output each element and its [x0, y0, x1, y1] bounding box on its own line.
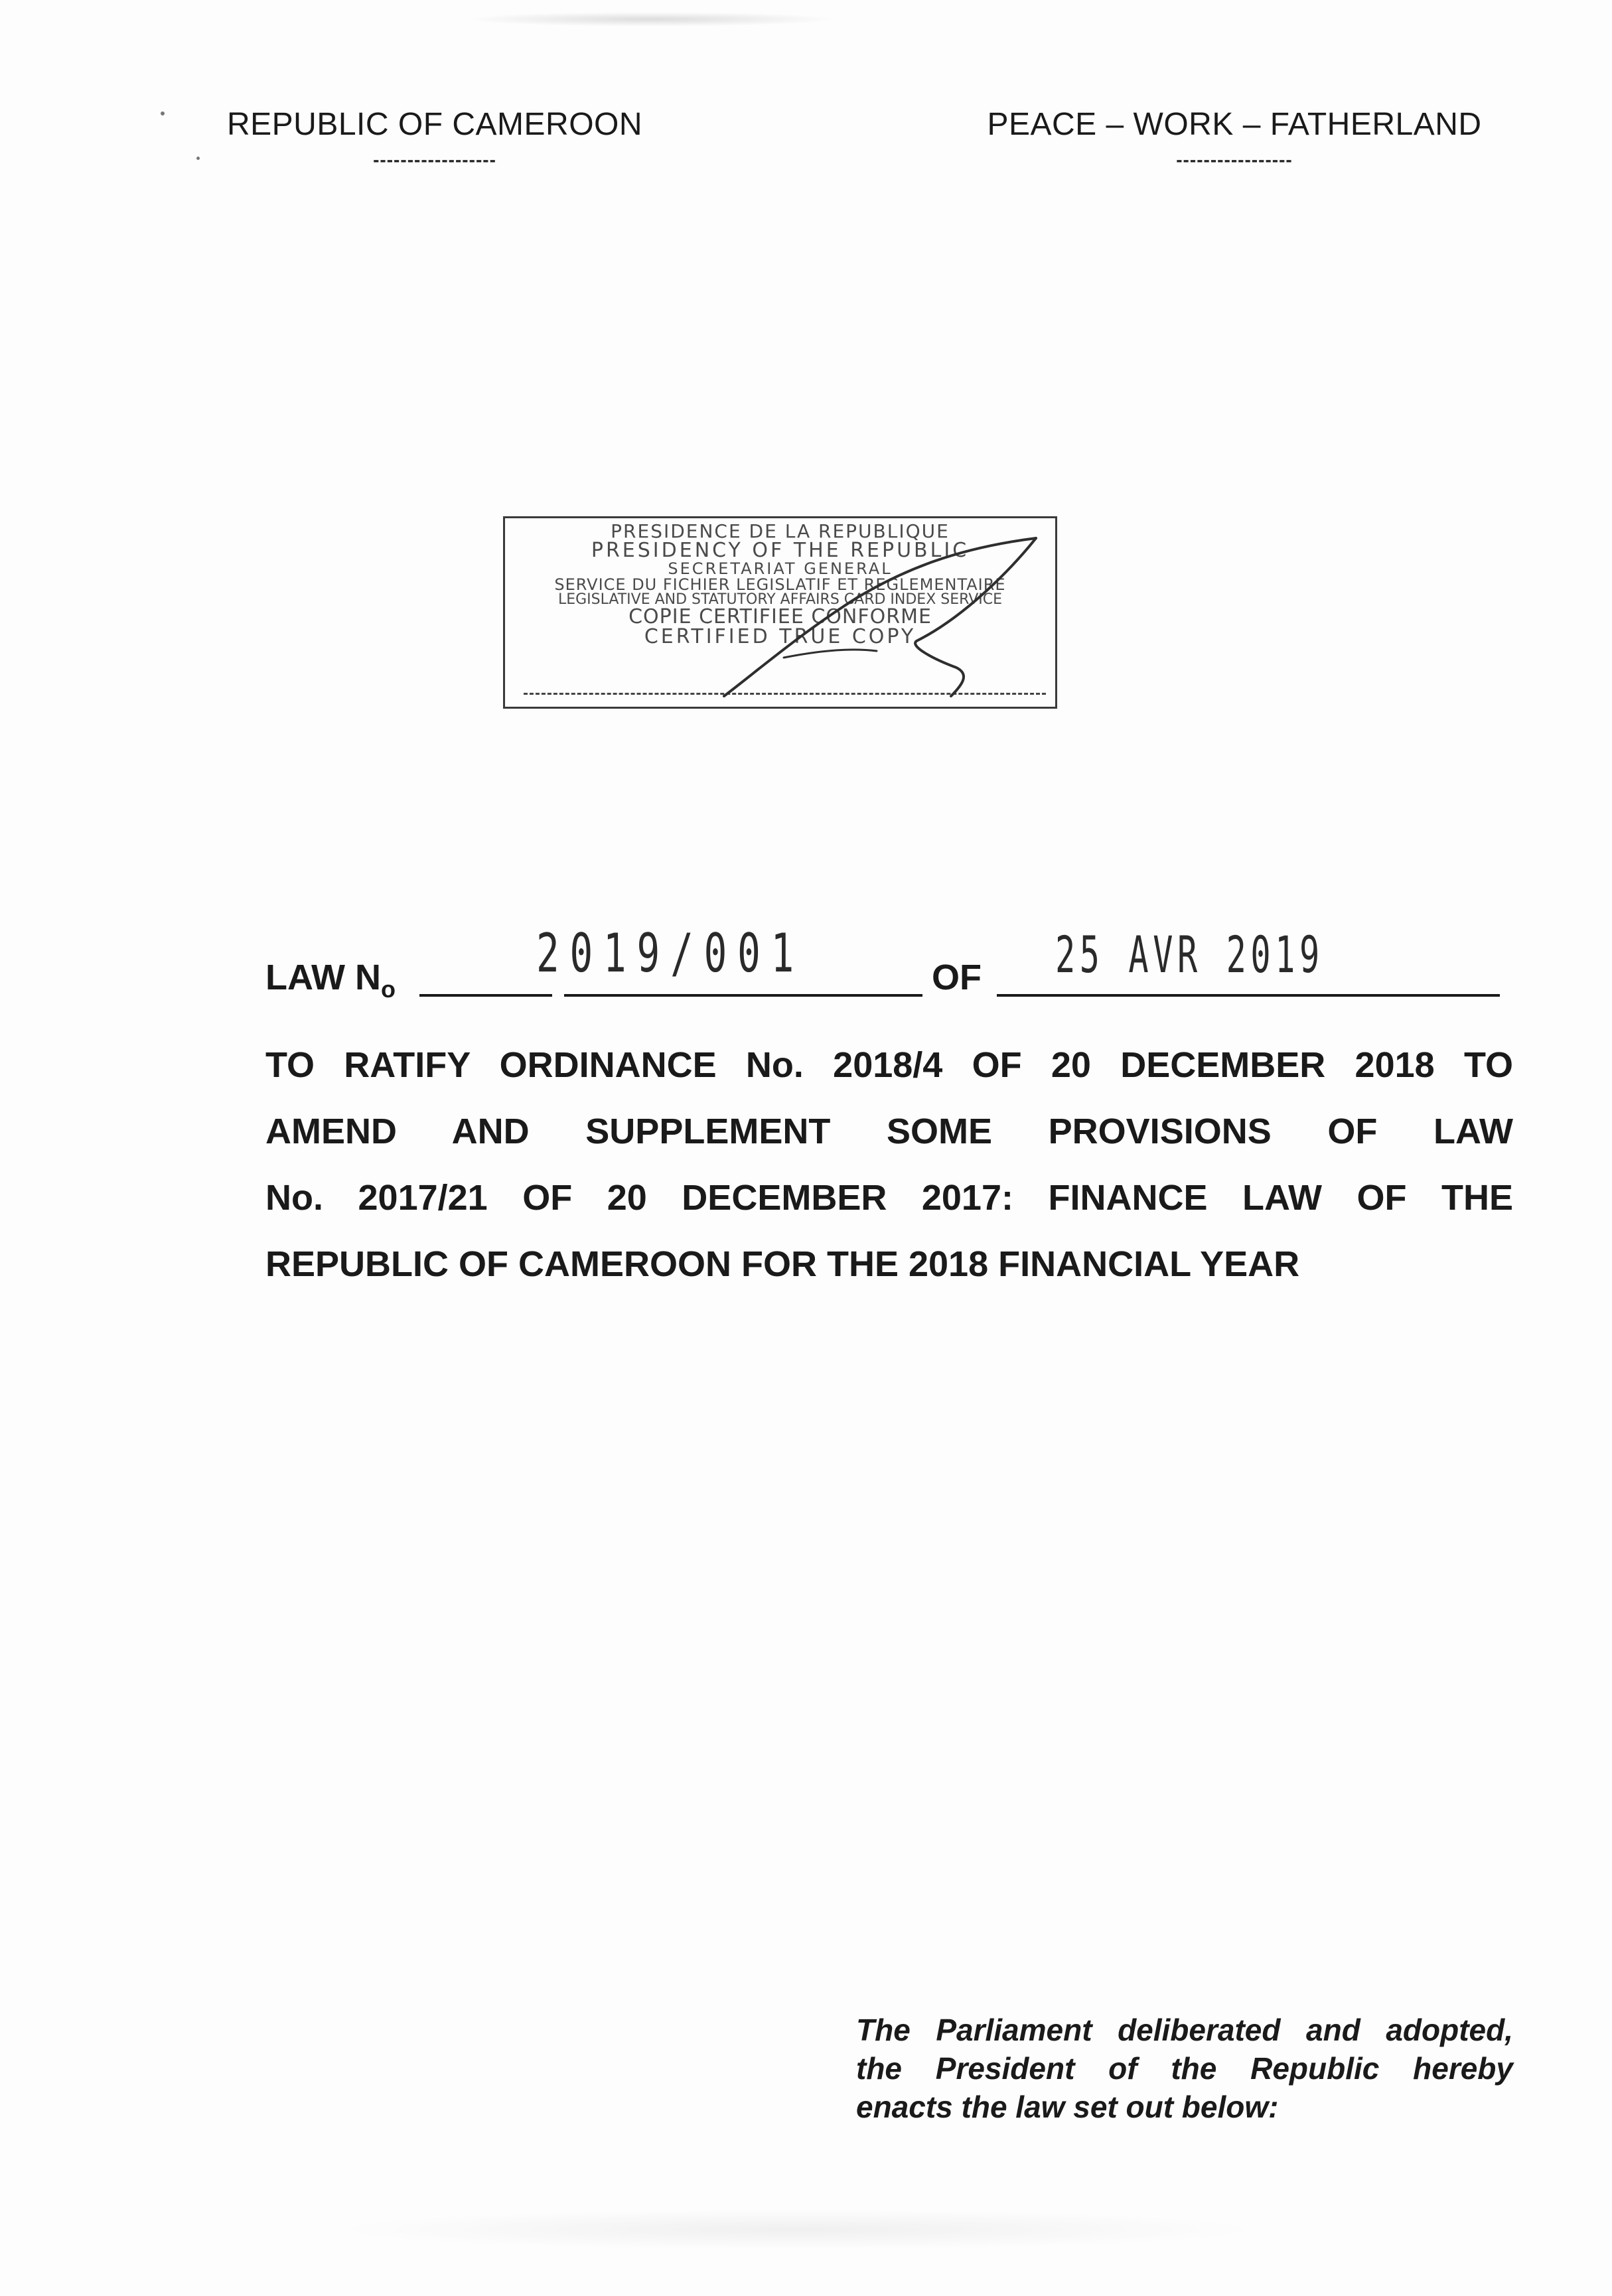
stamp-dashed-rule [524, 693, 1046, 695]
law-number-line [265, 922, 1500, 1002]
country-name: REPUBLIC OF CAMEROON [226, 107, 643, 142]
national-motto: PEACE – WORK – FATHERLAND [987, 107, 1482, 142]
title-line: No. 2017/21 OF 20 DECEMBER 2017: FINANCE LAW OF THE [265, 1178, 1513, 1218]
law-number: 2019/001 [536, 922, 805, 984]
law-date-rule [997, 994, 1500, 997]
scan-speck [161, 111, 165, 115]
enactment-line: the President of the Republic hereby [856, 2051, 1513, 2086]
country-underline: ------------------ [373, 149, 496, 170]
header-country [216, 106, 654, 171]
stamp-line: SERVICE DU FICHIER LEGISLATIF ET REGLEMENTAIRE [554, 575, 1006, 594]
of-label: OF [932, 958, 982, 997]
scan-speck [196, 157, 200, 160]
header-motto [962, 106, 1506, 171]
scan-smudge [465, 12, 836, 27]
law-date-stamp: 25 AVR 2019 [1055, 925, 1324, 984]
law-title [265, 1032, 1513, 1297]
stamp-line: LEGISLATIVE AND STATUTORY AFFAIRS CARD INDEX SERVICE [557, 591, 1003, 608]
stamp-line: SECRETARIAT GENERAL [668, 559, 893, 578]
law-label: LAW $N_o$ [265, 958, 396, 1003]
stamp-line: PRESIDENCE DE LA REPUBLIQUE [611, 520, 950, 542]
enactment-line: The Parliament deliberated and adopted, [856, 2013, 1513, 2047]
law-number-rule [564, 994, 922, 997]
title-line: AMEND AND SUPPLEMENT SOME PROVISIONS OF LAW [265, 1112, 1513, 1151]
stamp-line: PRESIDENCY OF THE REPUBLIC [591, 539, 970, 562]
stamp-line: COPIE CERTIFIEE CONFORME [628, 605, 932, 628]
enactment-clause [856, 2011, 1513, 2126]
motto-underline: ----------------- [1176, 149, 1293, 170]
scan-smudge [332, 2210, 1261, 2250]
certified-copy-stamp [503, 516, 1057, 709]
law-number-rule [419, 994, 552, 997]
stamp-line: CERTIFIED TRUE COPY [644, 625, 916, 648]
title-line: REPUBLIC OF CAMEROON FOR THE 2018 FINANCIAL YEAR [265, 1244, 1300, 1284]
enactment-line: enacts the law set out below: [856, 2090, 1279, 2124]
title-line: TO RATIFY ORDINANCE No. 2018/4 OF 20 DECEMBER 2018 TO [265, 1045, 1513, 1085]
